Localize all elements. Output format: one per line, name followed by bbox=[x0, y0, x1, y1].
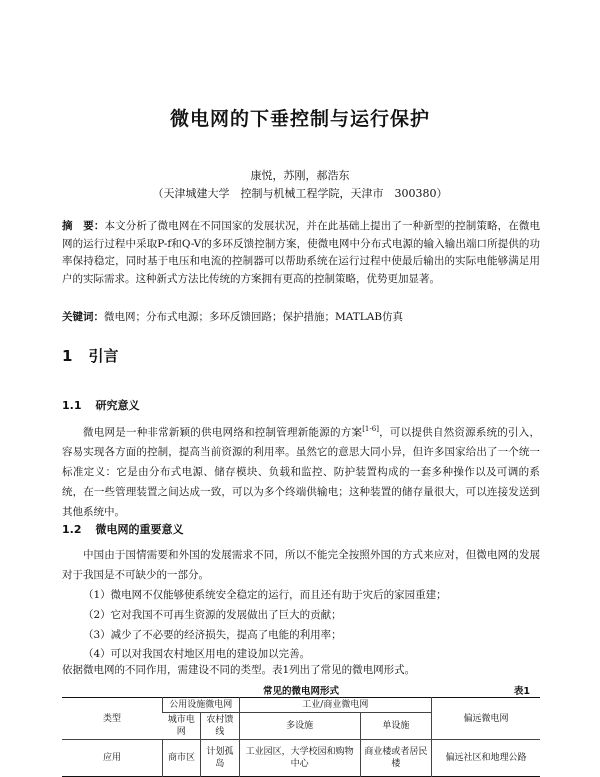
microgrid-types-table bbox=[62, 697, 540, 777]
affiliation: （天津城建大学 控制与机械工程学院，天津市 300380） bbox=[152, 187, 448, 200]
section-1-heading bbox=[62, 345, 118, 366]
benefit-list bbox=[62, 586, 540, 665]
authors: 康悦，苏刚，郝浩东 bbox=[250, 169, 350, 182]
header-utility: 公用设施微电网 bbox=[163, 698, 240, 713]
keywords-label: 关键词： bbox=[62, 311, 104, 323]
section-1-title: 引言 bbox=[88, 347, 119, 365]
paper-title: 微电网的下垂控制与运行保护 bbox=[169, 108, 430, 130]
closing-sentence: 依据微电网的不同作用，需建设不同的类型。表1列出了常见的微电网形式。 bbox=[62, 664, 416, 676]
list-item: （4）可以对我国农村地区用电的建设加以完善。 bbox=[83, 648, 311, 661]
paragraph-1-2: 中国由于国情需要和外国的发展需求不同，所以不能完全按照外国的方式来应对，但微电网的发展对于我国是不可缺少的一部分。 bbox=[62, 549, 540, 581]
header-industrial: 工业/商业微电网 bbox=[239, 698, 431, 713]
subheader-multi: 多设施 bbox=[239, 713, 360, 740]
list-item: （3）减少了不必要的经济损失，提高了电能的利用率； bbox=[83, 628, 342, 641]
abstract-text: 本文分析了微电网在不同国家的发展状况，并在此基础上提出了一种新型的控制策略，在微电网的运行过程中采取P-f和Q-V的多环反馈控制方案，使微电网中分布式电源的输入输出端口所提供的功率保持稳定，同时基于电压和电流的控制器可以帮助系统在运行过程中使最后输出的实际电能够满足用户的实际需求。这种新式方法比传统的方案拥有更高的控制策略，优势更加显著。 bbox=[62, 220, 540, 285]
keywords-text: 微电网；分布式电源；多环反馈回路；保护措施；MATLAB仿真 bbox=[104, 311, 404, 323]
table-cell: 工业园区，大学校园和购物中心 bbox=[239, 740, 360, 777]
abstract bbox=[62, 218, 540, 288]
citation: [1-6] bbox=[362, 425, 379, 433]
table-caption-title: 常见的微电网形式 bbox=[262, 686, 339, 697]
keywords bbox=[62, 309, 540, 324]
abstract-label: 摘 要： bbox=[62, 220, 105, 232]
table-cell: 计划孤岛 bbox=[201, 740, 240, 777]
list-item: （2）它对我国不可再生资源的发展做出了巨大的贡献； bbox=[83, 608, 342, 621]
table-cell: 商业楼或者居民楼 bbox=[360, 740, 431, 777]
paragraph-1-1 bbox=[62, 420, 540, 522]
subsection-1-2-number: 1.2 bbox=[62, 523, 82, 536]
paragraph-1-1-a: 微电网是一种非常新颖的供电网络和控制管理新能源的方案 bbox=[83, 426, 363, 439]
subheader-single: 单设施 bbox=[360, 713, 431, 740]
table-cell: 商市区 bbox=[163, 740, 201, 777]
section-1-number: 1 bbox=[62, 347, 73, 365]
subheader-city: 城市电网 bbox=[163, 713, 201, 740]
paragraph-1-1-b: ，可以提供自然资源系统的引入，容易实现各方面的控制，提高当前资源的利用率。虽然它的意思大同小异，但许多国家给出了一个统一标准定义：它是由分布式电源、储存模块、负载和监控、防护装置构成的一套多种操作以及可调的系统，在一些管理装置之间达成一致，可以为多个终端供输电；这种装置的储存量很大，可以连接发送到其他系统中。 bbox=[62, 426, 541, 518]
subsection-1-2-heading bbox=[62, 521, 184, 537]
subsection-1-1-number: 1.1 bbox=[62, 399, 82, 412]
subsection-1-1-title: 研究意义 bbox=[95, 399, 140, 412]
subsection-1-2-title: 微电网的重要意义 bbox=[95, 523, 184, 536]
subsection-1-1-heading bbox=[62, 397, 140, 413]
row-label: 应用 bbox=[62, 740, 163, 777]
table-number: 表1 bbox=[513, 686, 530, 697]
header-remote: 偏远微电网 bbox=[432, 698, 541, 740]
table-cell: 偏远社区和地理公路 bbox=[432, 740, 541, 777]
list-item: （1）微电网不仅能够使系统安全稳定的运行，而且还有助于灾后的家园重建； bbox=[83, 589, 447, 601]
header-type: 类型 bbox=[62, 698, 163, 740]
subheader-rural: 农村馈线 bbox=[201, 713, 240, 740]
